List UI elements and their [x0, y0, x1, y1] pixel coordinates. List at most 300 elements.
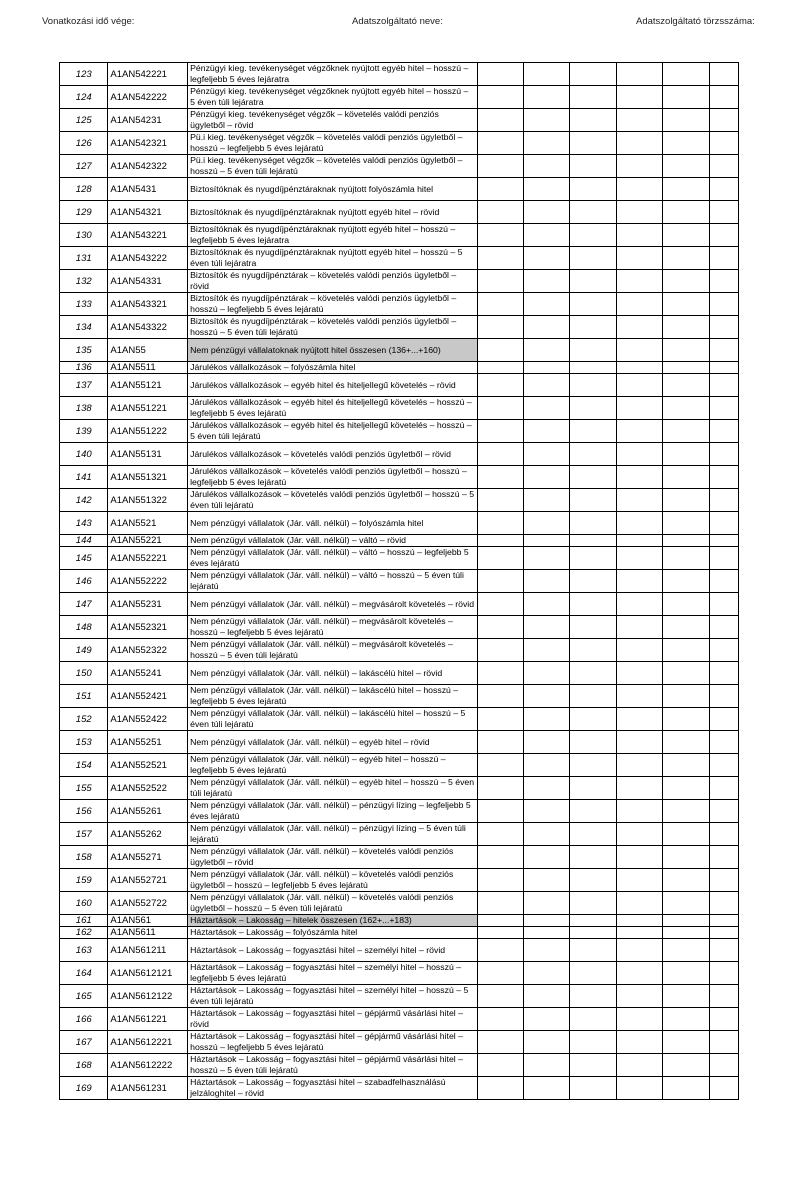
row-code: A1AN55 — [108, 339, 188, 362]
value-cell-5[interactable] — [663, 915, 709, 927]
value-cell-5[interactable] — [663, 823, 709, 846]
value-cell-2[interactable] — [524, 869, 570, 892]
value-cell-6[interactable] — [709, 132, 738, 155]
value-cell-4[interactable] — [616, 1031, 662, 1054]
value-cell-6[interactable] — [709, 362, 738, 374]
value-cell-4[interactable] — [616, 962, 662, 985]
value-cell-4[interactable] — [616, 708, 662, 731]
row-description: Nem pénzügyi vállalatok (Jár. váll. nélkül) – váltó – hosszú – 5 éven túli lejáratú — [188, 570, 478, 593]
value-cell-6[interactable] — [709, 593, 738, 616]
value-cell-3[interactable] — [570, 869, 616, 892]
value-cell-3[interactable] — [570, 547, 616, 570]
value-cell-2[interactable] — [524, 1054, 570, 1077]
value-cell-6[interactable] — [709, 155, 738, 178]
row-number: 123 — [60, 63, 108, 86]
row-code: A1AN54321 — [108, 201, 188, 224]
value-cell-2[interactable] — [524, 489, 570, 512]
value-cell-4[interactable] — [616, 201, 662, 224]
row-code: A1AN552221 — [108, 547, 188, 570]
value-cell-6[interactable] — [709, 823, 738, 846]
value-cell-5[interactable] — [663, 1077, 709, 1100]
value-cell-6[interactable] — [709, 535, 738, 547]
value-cell-2[interactable] — [524, 939, 570, 962]
value-cell-3[interactable] — [570, 224, 616, 247]
value-cell-1[interactable] — [477, 708, 523, 731]
value-cell-5[interactable] — [663, 927, 709, 939]
value-cell-3[interactable] — [570, 443, 616, 466]
value-cell-1[interactable] — [477, 639, 523, 662]
value-cell-3[interactable] — [570, 397, 616, 420]
value-cell-2[interactable] — [524, 1031, 570, 1054]
value-cell-6[interactable] — [709, 731, 738, 754]
value-cell-4[interactable] — [616, 362, 662, 374]
value-cell-1[interactable] — [477, 420, 523, 443]
value-cell-6[interactable] — [709, 547, 738, 570]
value-cell-3[interactable] — [570, 247, 616, 270]
table-row — [60, 535, 739, 547]
value-cell-1[interactable] — [477, 109, 523, 132]
row-number: 146 — [60, 570, 108, 593]
value-cell-1[interactable] — [477, 535, 523, 547]
value-cell-3[interactable] — [570, 270, 616, 293]
value-cell-2[interactable] — [524, 985, 570, 1008]
value-cell-1[interactable] — [477, 823, 523, 846]
value-cell-6[interactable] — [709, 247, 738, 270]
value-cell-5[interactable] — [663, 985, 709, 1008]
value-cell-4[interactable] — [616, 374, 662, 397]
value-cell-1[interactable] — [477, 962, 523, 985]
value-cell-6[interactable] — [709, 86, 738, 109]
value-cell-1[interactable] — [477, 869, 523, 892]
value-cell-1[interactable] — [477, 800, 523, 823]
value-cell-5[interactable] — [663, 708, 709, 731]
value-cell-5[interactable] — [663, 731, 709, 754]
value-cell-4[interactable] — [616, 869, 662, 892]
value-cell-1[interactable] — [477, 939, 523, 962]
table-row — [60, 639, 739, 662]
value-cell-2[interactable] — [524, 962, 570, 985]
value-cell-4[interactable] — [616, 132, 662, 155]
value-cell-3[interactable] — [570, 201, 616, 224]
value-cell-5[interactable] — [663, 593, 709, 616]
value-cell-5[interactable] — [663, 443, 709, 466]
value-cell-5[interactable] — [663, 1054, 709, 1077]
value-cell-3[interactable] — [570, 570, 616, 593]
value-cell-6[interactable] — [709, 63, 738, 86]
value-cell-2[interactable] — [524, 535, 570, 547]
value-cell-4[interactable] — [616, 547, 662, 570]
value-cell-3[interactable] — [570, 685, 616, 708]
value-cell-2[interactable] — [524, 443, 570, 466]
value-cell-6[interactable] — [709, 374, 738, 397]
value-cell-3[interactable] — [570, 800, 616, 823]
value-cell-3[interactable] — [570, 178, 616, 201]
value-cell-2[interactable] — [524, 892, 570, 915]
value-cell-4[interactable] — [616, 662, 662, 685]
value-cell-1[interactable] — [477, 466, 523, 489]
value-cell-2[interactable] — [524, 397, 570, 420]
value-cell-1[interactable] — [477, 63, 523, 86]
value-cell-2[interactable] — [524, 362, 570, 374]
value-cell-2[interactable] — [524, 109, 570, 132]
value-cell-3[interactable] — [570, 915, 616, 927]
value-cell-2[interactable] — [524, 800, 570, 823]
value-cell-4[interactable] — [616, 443, 662, 466]
value-cell-4[interactable] — [616, 512, 662, 535]
value-cell-4[interactable] — [616, 939, 662, 962]
value-cell-1[interactable] — [477, 1008, 523, 1031]
value-cell-4[interactable] — [616, 1077, 662, 1100]
value-cell-2[interactable] — [524, 616, 570, 639]
table-row — [60, 927, 739, 939]
value-cell-3[interactable] — [570, 1077, 616, 1100]
value-cell-5[interactable] — [663, 570, 709, 593]
value-cell-3[interactable] — [570, 63, 616, 86]
value-cell-5[interactable] — [663, 639, 709, 662]
table-row — [60, 1031, 739, 1054]
value-cell-5[interactable] — [663, 293, 709, 316]
value-cell-3[interactable] — [570, 892, 616, 915]
value-cell-3[interactable] — [570, 132, 616, 155]
row-number: 154 — [60, 754, 108, 777]
value-cell-4[interactable] — [616, 800, 662, 823]
value-cell-3[interactable] — [570, 316, 616, 339]
value-cell-6[interactable] — [709, 293, 738, 316]
value-cell-5[interactable] — [663, 962, 709, 985]
value-cell-5[interactable] — [663, 270, 709, 293]
value-cell-6[interactable] — [709, 1054, 738, 1077]
value-cell-5[interactable] — [663, 869, 709, 892]
value-cell-3[interactable] — [570, 1008, 616, 1031]
value-cell-1[interactable] — [477, 915, 523, 927]
value-cell-5[interactable] — [663, 178, 709, 201]
value-cell-3[interactable] — [570, 1031, 616, 1054]
value-cell-1[interactable] — [477, 293, 523, 316]
value-cell-5[interactable] — [663, 489, 709, 512]
value-cell-4[interactable] — [616, 63, 662, 86]
value-cell-6[interactable] — [709, 512, 738, 535]
value-cell-2[interactable] — [524, 155, 570, 178]
value-cell-5[interactable] — [663, 339, 709, 362]
value-cell-1[interactable] — [477, 754, 523, 777]
value-cell-3[interactable] — [570, 339, 616, 362]
value-cell-2[interactable] — [524, 339, 570, 362]
value-cell-1[interactable] — [477, 777, 523, 800]
value-cell-3[interactable] — [570, 512, 616, 535]
value-cell-4[interactable] — [616, 892, 662, 915]
value-cell-4[interactable] — [616, 754, 662, 777]
value-cell-6[interactable] — [709, 846, 738, 869]
value-cell-4[interactable] — [616, 316, 662, 339]
value-cell-4[interactable] — [616, 915, 662, 927]
value-cell-3[interactable] — [570, 985, 616, 1008]
value-cell-4[interactable] — [616, 731, 662, 754]
value-cell-4[interactable] — [616, 685, 662, 708]
value-cell-2[interactable] — [524, 374, 570, 397]
value-cell-5[interactable] — [663, 109, 709, 132]
value-cell-2[interactable] — [524, 86, 570, 109]
value-cell-5[interactable] — [663, 662, 709, 685]
value-cell-5[interactable] — [663, 63, 709, 86]
row-code: A1AN552721 — [108, 869, 188, 892]
value-cell-6[interactable] — [709, 915, 738, 927]
value-cell-3[interactable] — [570, 777, 616, 800]
value-cell-6[interactable] — [709, 892, 738, 915]
value-cell-5[interactable] — [663, 547, 709, 570]
value-cell-5[interactable] — [663, 777, 709, 800]
value-cell-4[interactable] — [616, 616, 662, 639]
value-cell-5[interactable] — [663, 201, 709, 224]
value-cell-5[interactable] — [663, 362, 709, 374]
value-cell-1[interactable] — [477, 247, 523, 270]
value-cell-1[interactable] — [477, 155, 523, 178]
value-cell-4[interactable] — [616, 1054, 662, 1077]
value-cell-3[interactable] — [570, 1054, 616, 1077]
value-cell-1[interactable] — [477, 662, 523, 685]
value-cell-4[interactable] — [616, 339, 662, 362]
value-cell-4[interactable] — [616, 823, 662, 846]
row-number: 164 — [60, 962, 108, 985]
value-cell-4[interactable] — [616, 293, 662, 316]
row-number: 158 — [60, 846, 108, 869]
value-cell-6[interactable] — [709, 616, 738, 639]
value-cell-1[interactable] — [477, 397, 523, 420]
value-cell-6[interactable] — [709, 939, 738, 962]
value-cell-2[interactable] — [524, 247, 570, 270]
value-cell-3[interactable] — [570, 155, 616, 178]
value-cell-6[interactable] — [709, 339, 738, 362]
value-cell-1[interactable] — [477, 86, 523, 109]
value-cell-6[interactable] — [709, 685, 738, 708]
value-cell-2[interactable] — [524, 293, 570, 316]
value-cell-4[interactable] — [616, 397, 662, 420]
value-cell-6[interactable] — [709, 662, 738, 685]
row-description: Pénzügyi kieg. tevékenységet végzőknek nyújtott egyéb hitel – hosszú – legfeljebb 5 éves lejáratra — [188, 63, 478, 86]
value-cell-4[interactable] — [616, 1008, 662, 1031]
value-cell-2[interactable] — [524, 662, 570, 685]
value-cell-2[interactable] — [524, 685, 570, 708]
value-cell-2[interactable] — [524, 132, 570, 155]
value-cell-1[interactable] — [477, 224, 523, 247]
value-cell-1[interactable] — [477, 547, 523, 570]
value-cell-1[interactable] — [477, 512, 523, 535]
value-cell-2[interactable] — [524, 639, 570, 662]
value-cell-4[interactable] — [616, 535, 662, 547]
value-cell-3[interactable] — [570, 489, 616, 512]
value-cell-1[interactable] — [477, 270, 523, 293]
value-cell-5[interactable] — [663, 466, 709, 489]
value-cell-1[interactable] — [477, 489, 523, 512]
value-cell-3[interactable] — [570, 109, 616, 132]
value-cell-1[interactable] — [477, 927, 523, 939]
value-cell-6[interactable] — [709, 270, 738, 293]
value-cell-1[interactable] — [477, 570, 523, 593]
value-cell-4[interactable] — [616, 420, 662, 443]
value-cell-5[interactable] — [663, 846, 709, 869]
value-cell-6[interactable] — [709, 1031, 738, 1054]
value-cell-6[interactable] — [709, 927, 738, 939]
value-cell-6[interactable] — [709, 639, 738, 662]
value-cell-6[interactable] — [709, 109, 738, 132]
value-cell-4[interactable] — [616, 570, 662, 593]
value-cell-6[interactable] — [709, 178, 738, 201]
value-cell-5[interactable] — [663, 685, 709, 708]
value-cell-3[interactable] — [570, 374, 616, 397]
value-cell-5[interactable] — [663, 86, 709, 109]
value-cell-4[interactable] — [616, 109, 662, 132]
value-cell-5[interactable] — [663, 316, 709, 339]
value-cell-2[interactable] — [524, 593, 570, 616]
value-cell-6[interactable] — [709, 443, 738, 466]
value-cell-2[interactable] — [524, 547, 570, 570]
value-cell-4[interactable] — [616, 927, 662, 939]
value-cell-6[interactable] — [709, 224, 738, 247]
value-cell-4[interactable] — [616, 777, 662, 800]
value-cell-6[interactable] — [709, 201, 738, 224]
value-cell-3[interactable] — [570, 639, 616, 662]
value-cell-5[interactable] — [663, 892, 709, 915]
value-cell-6[interactable] — [709, 1008, 738, 1031]
value-cell-6[interactable] — [709, 777, 738, 800]
value-cell-2[interactable] — [524, 570, 570, 593]
value-cell-5[interactable] — [663, 224, 709, 247]
value-cell-6[interactable] — [709, 754, 738, 777]
value-cell-3[interactable] — [570, 616, 616, 639]
value-cell-5[interactable] — [663, 247, 709, 270]
value-cell-5[interactable] — [663, 132, 709, 155]
value-cell-2[interactable] — [524, 823, 570, 846]
value-cell-4[interactable] — [616, 466, 662, 489]
value-cell-4[interactable] — [616, 178, 662, 201]
value-cell-4[interactable] — [616, 155, 662, 178]
value-cell-5[interactable] — [663, 1008, 709, 1031]
value-cell-3[interactable] — [570, 662, 616, 685]
value-cell-2[interactable] — [524, 777, 570, 800]
value-cell-3[interactable] — [570, 962, 616, 985]
value-cell-3[interactable] — [570, 420, 616, 443]
value-cell-6[interactable] — [709, 800, 738, 823]
value-cell-6[interactable] — [709, 570, 738, 593]
value-cell-2[interactable] — [524, 178, 570, 201]
value-cell-6[interactable] — [709, 985, 738, 1008]
value-cell-3[interactable] — [570, 466, 616, 489]
value-cell-2[interactable] — [524, 466, 570, 489]
value-cell-2[interactable] — [524, 1077, 570, 1100]
value-cell-6[interactable] — [709, 869, 738, 892]
value-cell-2[interactable] — [524, 420, 570, 443]
value-cell-1[interactable] — [477, 132, 523, 155]
value-cell-1[interactable] — [477, 374, 523, 397]
value-cell-5[interactable] — [663, 754, 709, 777]
row-code: A1AN561211 — [108, 939, 188, 962]
value-cell-3[interactable] — [570, 846, 616, 869]
value-cell-1[interactable] — [477, 1031, 523, 1054]
value-cell-3[interactable] — [570, 823, 616, 846]
value-cell-1[interactable] — [477, 339, 523, 362]
value-cell-3[interactable] — [570, 593, 616, 616]
value-cell-1[interactable] — [477, 316, 523, 339]
value-cell-3[interactable] — [570, 293, 616, 316]
value-cell-4[interactable] — [616, 270, 662, 293]
value-cell-1[interactable] — [477, 362, 523, 374]
value-cell-1[interactable] — [477, 1054, 523, 1077]
value-cell-5[interactable] — [663, 420, 709, 443]
value-cell-6[interactable] — [709, 489, 738, 512]
value-cell-5[interactable] — [663, 939, 709, 962]
value-cell-4[interactable] — [616, 639, 662, 662]
value-cell-4[interactable] — [616, 846, 662, 869]
value-cell-6[interactable] — [709, 962, 738, 985]
value-cell-4[interactable] — [616, 985, 662, 1008]
value-cell-4[interactable] — [616, 593, 662, 616]
value-cell-4[interactable] — [616, 247, 662, 270]
value-cell-6[interactable] — [709, 316, 738, 339]
value-cell-1[interactable] — [477, 201, 523, 224]
value-cell-1[interactable] — [477, 616, 523, 639]
value-cell-2[interactable] — [524, 224, 570, 247]
value-cell-2[interactable] — [524, 270, 570, 293]
value-cell-6[interactable] — [709, 397, 738, 420]
value-cell-2[interactable] — [524, 201, 570, 224]
value-cell-3[interactable] — [570, 731, 616, 754]
value-cell-1[interactable] — [477, 178, 523, 201]
value-cell-2[interactable] — [524, 915, 570, 927]
table-row — [60, 547, 739, 570]
value-cell-6[interactable] — [709, 466, 738, 489]
value-cell-5[interactable] — [663, 800, 709, 823]
value-cell-5[interactable] — [663, 512, 709, 535]
value-cell-3[interactable] — [570, 86, 616, 109]
value-cell-6[interactable] — [709, 1077, 738, 1100]
value-cell-1[interactable] — [477, 443, 523, 466]
value-cell-5[interactable] — [663, 616, 709, 639]
value-cell-4[interactable] — [616, 224, 662, 247]
value-cell-2[interactable] — [524, 316, 570, 339]
value-cell-2[interactable] — [524, 1008, 570, 1031]
value-cell-3[interactable] — [570, 754, 616, 777]
value-cell-5[interactable] — [663, 155, 709, 178]
value-cell-3[interactable] — [570, 927, 616, 939]
value-cell-5[interactable] — [663, 397, 709, 420]
value-cell-6[interactable] — [709, 708, 738, 731]
value-cell-1[interactable] — [477, 685, 523, 708]
value-cell-6[interactable] — [709, 420, 738, 443]
value-cell-4[interactable] — [616, 86, 662, 109]
value-cell-3[interactable] — [570, 708, 616, 731]
value-cell-2[interactable] — [524, 846, 570, 869]
value-cell-5[interactable] — [663, 1031, 709, 1054]
value-cell-4[interactable] — [616, 489, 662, 512]
table-body — [60, 63, 739, 1100]
value-cell-1[interactable] — [477, 1077, 523, 1100]
value-cell-1[interactable] — [477, 731, 523, 754]
value-cell-2[interactable] — [524, 927, 570, 939]
value-cell-3[interactable] — [570, 535, 616, 547]
value-cell-2[interactable] — [524, 63, 570, 86]
value-cell-3[interactable] — [570, 939, 616, 962]
value-cell-5[interactable] — [663, 374, 709, 397]
value-cell-2[interactable] — [524, 754, 570, 777]
value-cell-1[interactable] — [477, 593, 523, 616]
value-cell-2[interactable] — [524, 512, 570, 535]
value-cell-3[interactable] — [570, 362, 616, 374]
value-cell-1[interactable] — [477, 846, 523, 869]
value-cell-1[interactable] — [477, 892, 523, 915]
value-cell-2[interactable] — [524, 731, 570, 754]
value-cell-5[interactable] — [663, 535, 709, 547]
value-cell-1[interactable] — [477, 985, 523, 1008]
value-cell-2[interactable] — [524, 708, 570, 731]
